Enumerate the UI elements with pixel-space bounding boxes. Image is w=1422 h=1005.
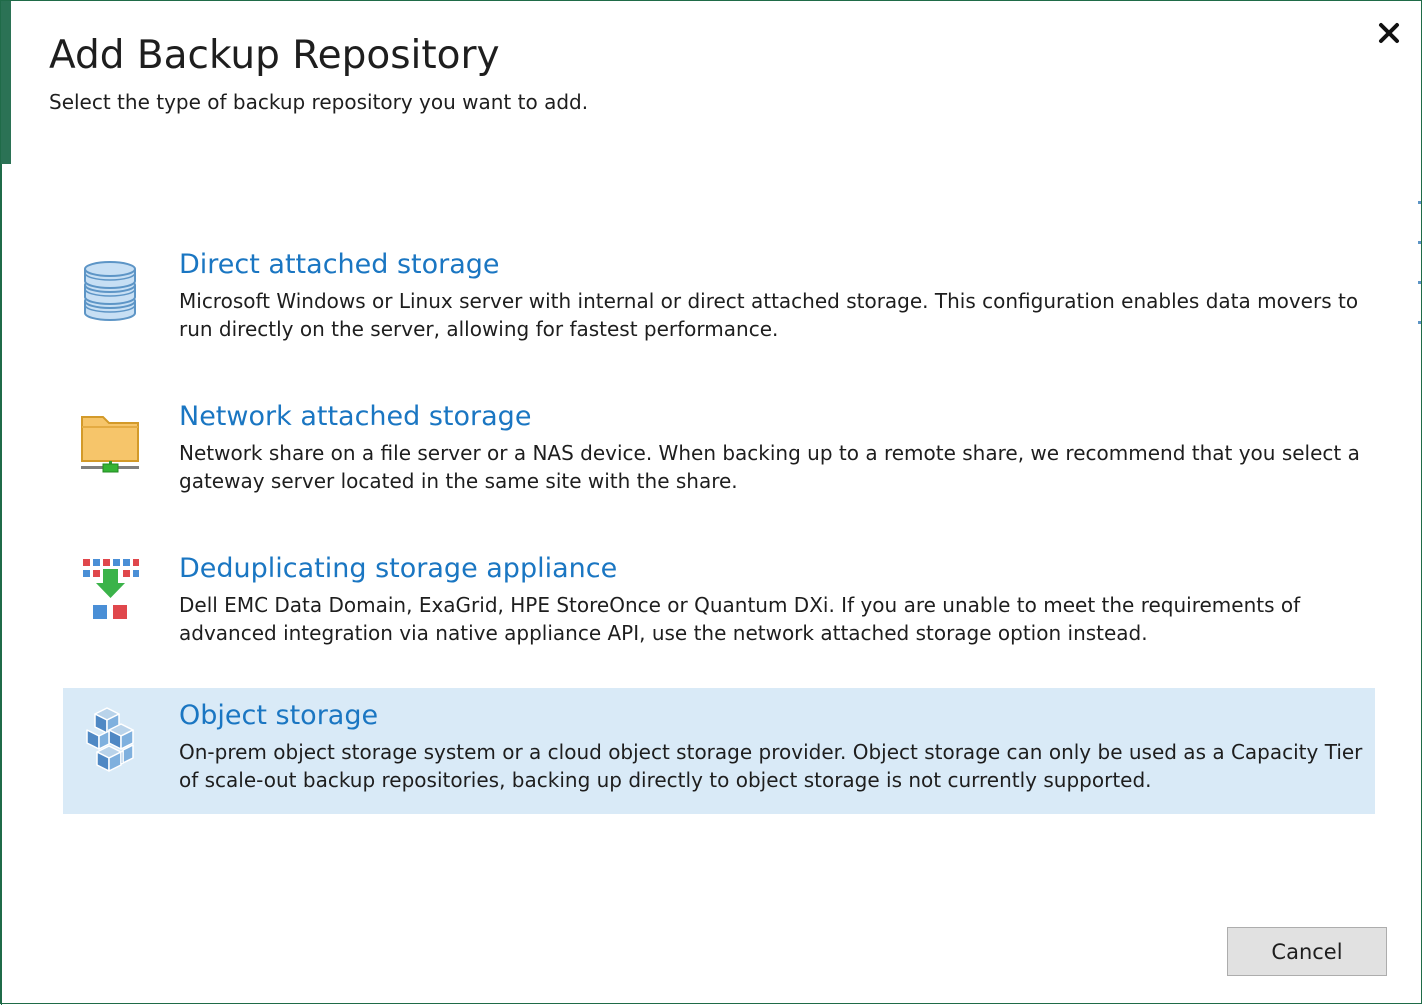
option-title: Deduplicating storage appliance xyxy=(179,553,618,584)
option-description: Dell EMC Data Domain, ExaGrid, HPE StoreOnce or Quantum DXi. If you are unable to meet the requirements of advanced integration via native appliance API, use the network attached storage option instead. xyxy=(179,593,1301,645)
option-title: Object storage xyxy=(179,700,379,731)
option-description: Microsoft Windows or Linux server with internal or direct attached storage. This configuration enables data movers to run directly on the server, allowing for fastest performance. xyxy=(179,289,1359,341)
option-description: Network share on a file server or a NAS device. When backing up to a remote share, we recommend that you select a gateway server located in the same site with the share. xyxy=(179,441,1360,493)
close-button[interactable] xyxy=(1373,17,1405,49)
object-storage-cubes-icon xyxy=(77,702,143,774)
accent-bar xyxy=(1,1,11,164)
option-direct-attached-storage[interactable] xyxy=(63,237,1375,363)
cancel-button[interactable]: Cancel xyxy=(1227,927,1387,976)
dialog-title: Add Backup Repository xyxy=(49,33,500,78)
close-icon xyxy=(1378,22,1400,44)
option-title: Network attached storage xyxy=(179,401,532,432)
option-network-attached-storage[interactable] xyxy=(63,389,1375,515)
option-title: Direct attached storage xyxy=(179,249,500,280)
dialog-subtitle: Select the type of backup repository you want to add. xyxy=(49,90,589,114)
database-icon xyxy=(77,251,143,323)
option-description: On-prem object storage system or a cloud object storage provider. Object storage can only be used as a Capacity Tier of scale-out backup repositories, backing up directly to object storage is not currently supported. xyxy=(179,740,1363,792)
option-object-storage[interactable] xyxy=(63,688,1375,814)
background-window-edge xyxy=(1418,201,1421,341)
deduplication-icon xyxy=(77,555,143,627)
window-edge xyxy=(1,164,2,1005)
option-deduplicating-storage-appliance[interactable] xyxy=(63,541,1375,667)
network-folder-icon xyxy=(77,403,143,475)
